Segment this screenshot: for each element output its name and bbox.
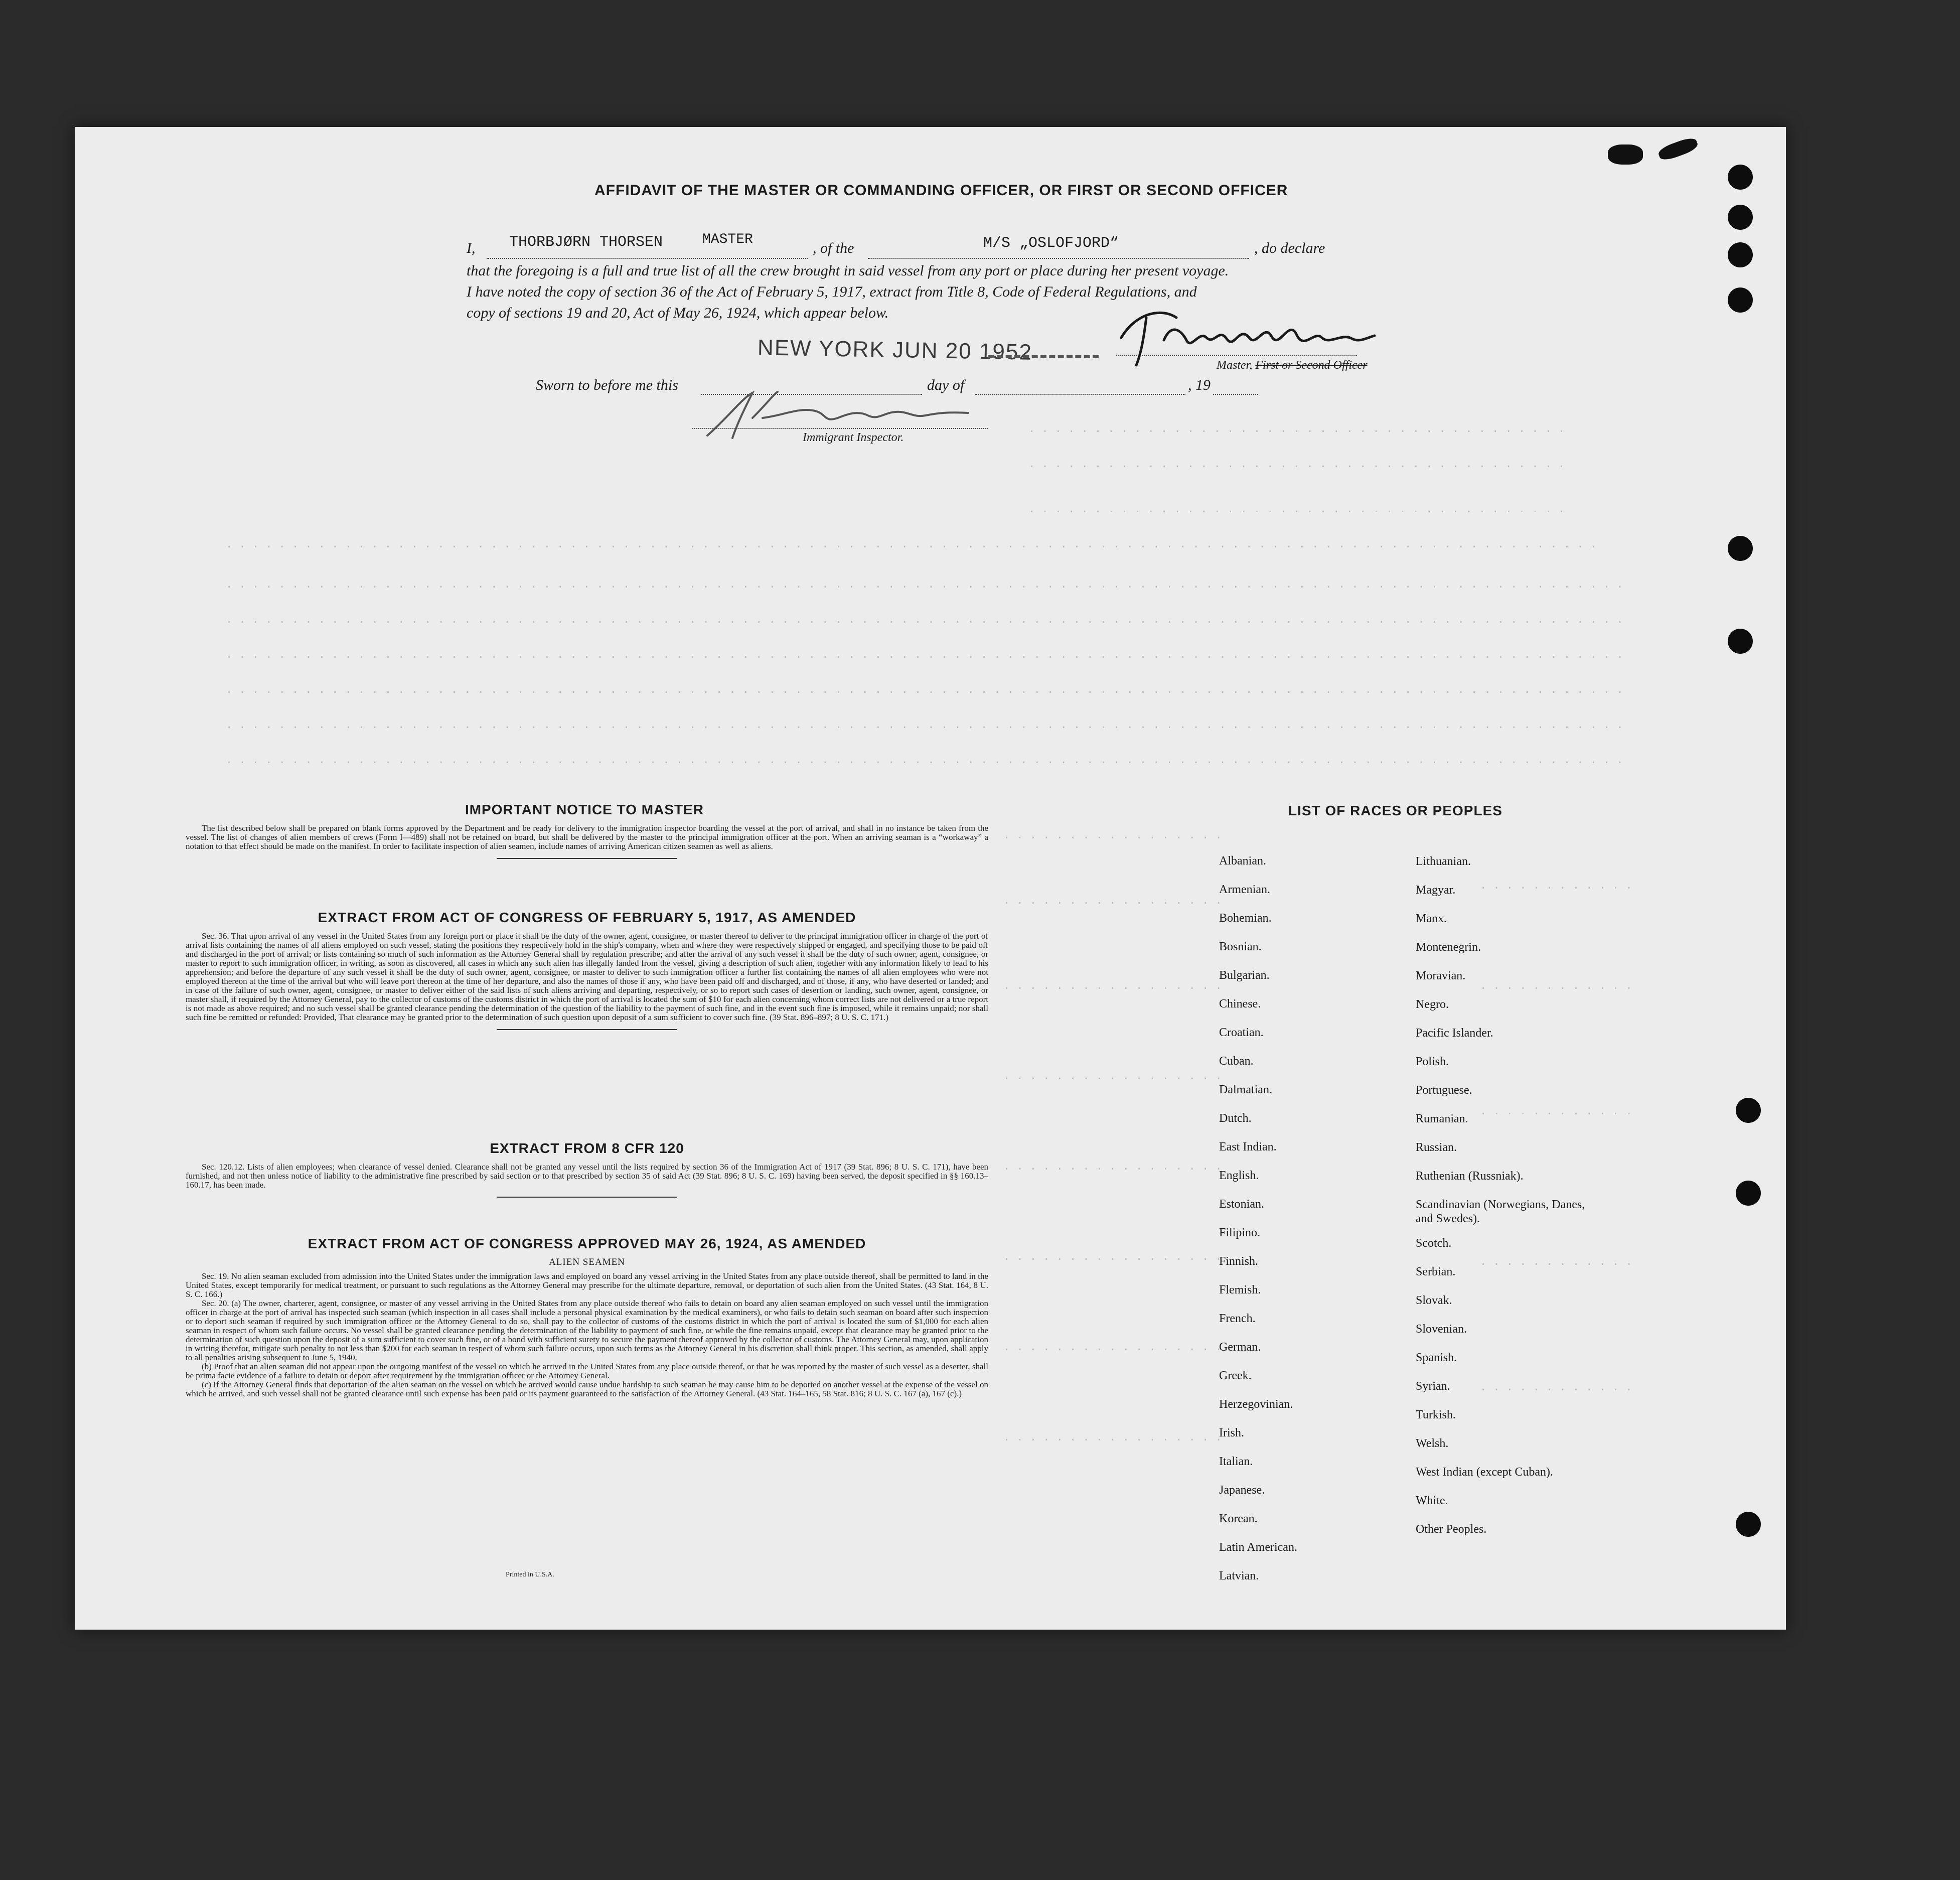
race-item: Portuguese. <box>1416 1084 1472 1097</box>
of-the-label: , of the <box>813 240 854 256</box>
vessel-name: M/S „OSLOFJORD“ <box>983 235 1119 252</box>
binder-hole <box>1728 165 1753 190</box>
race-item: Albanian. <box>1219 854 1266 867</box>
race-item: Flemish. <box>1219 1283 1261 1296</box>
race-item: Chinese. <box>1219 997 1261 1010</box>
struck-officer-label: First or Second Officer <box>1255 359 1368 372</box>
binder-hole <box>1728 242 1753 267</box>
cfr-extract <box>186 1140 988 1198</box>
race-item: Bulgarian. <box>1219 969 1270 982</box>
race-item: Syrian. <box>1416 1380 1450 1393</box>
race-item: French. <box>1219 1312 1256 1325</box>
race-item: White. <box>1416 1494 1448 1507</box>
year-label: , 19 <box>1188 377 1211 393</box>
race-item: Magyar. <box>1416 884 1456 897</box>
race-item: Latvian. <box>1219 1569 1259 1582</box>
act-1924-title: EXTRACT FROM ACT OF CONGRESS APPROVED MAY 26, 1924, AS AMENDED <box>308 1236 866 1251</box>
declare-label: , do declare <box>1254 240 1325 256</box>
day-label: day of <box>927 377 965 393</box>
race-item: Moravian. <box>1416 969 1466 982</box>
affidavit-line-3: I have noted the copy of section 36 of the Act of February 5, 1917, extract from Title 8, Code of Federal Regulations, and <box>467 283 1197 300</box>
race-item: Armenian. <box>1219 883 1270 896</box>
affidavit-line-2: that the foregoing is a full and true list of all the crew brought in said vessel from any port or place during her present voyage. <box>467 262 1229 279</box>
act-1917-title: EXTRACT FROM ACT OF CONGRESS OF FEBRUARY 5, 1917, AS AMENDED <box>318 910 856 925</box>
affidavit-line-4: copy of sections 19 and 20, Act of May 26, 1924, which appear below. <box>467 305 889 321</box>
race-item: Irish. <box>1219 1426 1244 1439</box>
race-item: Japanese. <box>1219 1484 1265 1497</box>
rank-text: MASTER <box>702 232 753 247</box>
race-item: Scotch. <box>1416 1237 1452 1250</box>
master-signature-caption <box>1217 359 1368 372</box>
race-item: Cuban. <box>1219 1055 1254 1068</box>
master-name: THORBJØRN THORSEN <box>509 234 663 251</box>
race-item: Pacific Islander. <box>1416 1027 1493 1040</box>
race-item: Turkish. <box>1416 1408 1456 1421</box>
race-item: Rumanian. <box>1416 1112 1468 1125</box>
binder-hole <box>1728 205 1753 230</box>
race-item: Slovak. <box>1416 1294 1452 1307</box>
race-item: Manx. <box>1416 912 1447 925</box>
cfr-text: Sec. 120.12. Lists of alien employees; when clearance of vessel denied. Clearance shall not be granted any vessel until the lists required by section 36 of the Immigration Act of 1917 (39 Stat. 896; 8 U. S. C. 171), have been furnished, and not then unless notice of liability to the administrative fine prescribed by said section or to that prescribed by section 35 of said Act (39 Stat. 896; 8 U. S. C. 169) having been served, the deposit specified in §§ 160.13–160.17, has been made. <box>186 1162 988 1190</box>
inspector-signature-line <box>692 428 988 429</box>
act-1924-extract <box>186 1236 988 1398</box>
race-item: Slovenian. <box>1416 1323 1467 1336</box>
notice-title: IMPORTANT NOTICE TO MASTER <box>465 802 704 817</box>
alien-seamen-subtitle: ALIEN SEAMEN <box>549 1257 625 1267</box>
stamp-smudge <box>988 355 1099 362</box>
race-item: Bohemian. <box>1219 912 1272 925</box>
race-item: Korean. <box>1219 1512 1258 1525</box>
binder-hole <box>1736 1181 1761 1206</box>
ink-speck <box>1657 135 1700 163</box>
race-item: German. <box>1219 1341 1261 1354</box>
binder-hole <box>1728 536 1753 561</box>
section-20c-text: (c) If the Attorney General finds that deportation of the alien seaman on the vessel on which he arrived would cause undue hardship to such seaman he may cause him to be deported on another vessel at the expense of the vessel on which he arrived, and such vessel shall not be granted clearance until such expense has been paid or its payment guaranteed to the satisfaction of the Attorney General. (43 Stat. 164–165, 58 Stat. 816; 8 U. S. C. 167 (a), 167 (c).) <box>186 1380 988 1398</box>
races-title: LIST OF RACES OR PEOPLES <box>1288 803 1502 818</box>
binder-hole <box>1736 1098 1761 1123</box>
race-item: Italian. <box>1219 1455 1253 1468</box>
race-item: Welsh. <box>1416 1437 1449 1450</box>
race-item: Croatian. <box>1219 1026 1264 1039</box>
affidavit-title: AFFIDAVIT OF THE MASTER OR COMMANDING OFFICER, OR FIRST OR SECOND OFFICER <box>594 182 1288 199</box>
master-label: Master, <box>1217 359 1253 372</box>
master-signature-line <box>1116 355 1357 356</box>
ink-speck <box>1608 144 1643 165</box>
binder-hole <box>1728 629 1753 654</box>
race-item: Polish. <box>1416 1055 1449 1068</box>
race-item: Finnish. <box>1219 1255 1259 1268</box>
race-item: Dutch. <box>1219 1112 1252 1125</box>
important-notice <box>186 802 988 859</box>
race-item: Bosnian. <box>1219 940 1262 953</box>
race-item: Latin American. <box>1219 1541 1297 1554</box>
race-item: Montenegrin. <box>1416 941 1481 954</box>
sworn-label: Sworn to before me this <box>536 377 678 393</box>
inspector-label: Immigrant Inspector. <box>803 431 904 444</box>
binder-hole <box>1736 1512 1761 1537</box>
race-item: Estonian. <box>1219 1198 1264 1211</box>
race-item: East Indian. <box>1219 1140 1277 1153</box>
race-item: Herzegovinian. <box>1219 1398 1293 1411</box>
race-item: Dalmatian. <box>1219 1083 1272 1096</box>
race-item: Filipino. <box>1219 1226 1261 1239</box>
race-item: West Indian (except Cuban). <box>1416 1466 1553 1479</box>
section-19-text: Sec. 19. No alien seaman excluded from admission into the United States under the immigration laws and employed on board any vessel arriving in the United States from any place outside thereof, shall be permitted to land in the United States, except temporarily for medical treatment, or pursuant to such regulations as the Attorney General may prescribe for the ultimate departure, removal, or deportation of such alien from the United States. (43 Stat. 164, 8 U. S. C. 166.) <box>186 1271 988 1299</box>
binder-hole <box>1728 287 1753 313</box>
notice-text: The list described below shall be prepared on blank forms approved by the Department and be ready for delivery to the immigration inspector boarding the vessel at the port of arrival, and shall in no instance be taken from the vessel. The list of changes of alien members of crews (Form I—489) shall not be retained on board, but shall be delivered by the master to the principal immigration officer at the port. When an arriving seaman is a “workaway” a notation to that effect should be made on the manifest. In order to facilitate inspection of alien seamen, include names of arriving American citizen seamen as well as aliens. <box>186 823 988 851</box>
race-item: Serbian. <box>1416 1265 1456 1278</box>
date-stamp: NEW YORK JUN 20 1952 <box>757 335 1033 365</box>
cfr-title: EXTRACT FROM 8 CFR 120 <box>490 1140 684 1156</box>
race-item: Lithuanian. <box>1416 855 1471 868</box>
race-item: Other Peoples. <box>1416 1523 1487 1536</box>
section-20b-text: (b) Proof that an alien seaman did not appear upon the outgoing manifest of the vessel on which he arrived in the United States from any place outside thereof, or that he was reported by the master of such vessel as a deserter, shall be prima facie evidence of a failure to detain or deport after requirement by the immigration officer or the Attorney General. <box>186 1362 988 1380</box>
document-page: . . . . . . . . . . . . . . . . . . . . . . . . . . . . . . . . . . . . . . . . . . . . . . . . . . . . . . . . . . . . . . . . . . . . . . . . . . . . . . . . . . . . . . . . . . . . . . . . . . . . . . . . . . . . . . . . . . . . . . . . . . . . . . . . . . . . . . . . . . . . . . . . . . . . . . . . . . . . . . . . . . . . . . . . . . . . . . . . . . . . . . . . . . . . . . . . . . . . . . . . . . . . . . . . . . . . . . . . . . . . . . . . . . . . . . . . . . . . . . . . . . . . . . . . . . . . . . . . . . . . . . . . . . . . . . . . . . . . . . . . . . . . . . . . . . . . . . . . . . . . . . . . . . . . . . . . . . . . . . . . . . . . . . . . . . . . . . . . . . . . . . . . . . . . . . . . . . . . . . . . . . . . . . . . . . . . . . . . . . . . . . . . . . . . . . . . . . . . . . . . . . . . . . . . . . . . . . . . . . . . . . . . . . . . . . . . . . . . . . . . . . . . . . . . . . . . . . . . . . . . . . . . . . . . . . . . . . . . . . . . . . . . . . . . . . . . . . . . . . . . . . . . . . . . . . . . . . . . . . . . . . . . . . . . . . . . . . . . . . . . . . . . . . . . . . . . . . . . . . . . . . . . . . . . . . . . . . . . . . . . . . . . . . . . . . . . . . . . . . . . . . . . . . . . . . . . . . . . . . . . . . . . . . . . . . . . . . . . . . . . . . . . . . . . . . . . . . . . . . . . . . . . . . . . . . . . . . . . . . . . . . . . . . . . . . . . . . . . . . . . . . . . . . . . . . . . . . . . . . . . . . . . . . . . . . . . . . . . . . . . . . . . . . . . . . . . . . . . . . . . . . . . . . . . . . . . . . . . . . . . . . . . . . . . . . . . . . . . . . . . . . . . . . . . . . . . . . . . . . . . . . . . . . . . . . . . . . . . . . . . . . . . . . . . . . . . . . . . . . . . . . . . . . . . . . . . . . . . . . . . . . . . . . . . . . . . . . . . . . . . . . . . . . . . . . . . . . . . . . . . . . . . . . . . . . . . . . . . . . . . . . . . . . . . . . . . . . . . . . . . . . . . . . . . . . . . . . . . . . . . . . . . . . . . . . . . . . . . . . . . . . . . . . . . . . . . . . . . . . . . . . . . . . . . . . . . . . . . . . . . . . . . . . . . . . . . . . . . . . . AFFIDAVIT OF THE MASTER OR COMMANDING OFFICER, OR FIRST OR SECOND OFFICER I, THORBJØRN THORSEN MASTER , of the M/S „OSLOFJORD“ , do declare that the foregoing is a full and true list of all the crew brought in said vessel from any port or place during her present voyage. I have noted the copy of section 36 of the Act of February 5, 1917, extract from Title 8, Code of Federal Regulations, and copy of sections 19 and 20, Act of May 26, 1924, which appear below. NEW YORK JUN 20 1952 Master, First or Second Officer Sworn to before me this day of , 19 Immigrant Inspector. IMPORTANT NOTICE TO MASTER The list described below shall be prepared on blank forms approved by the Department and be ready for delivery to the immigration inspector boarding the vessel at the port of arrival, and shall in no instance be taken from the vessel. The list of changes of alien members of crews (Form I—489) shall not be retained on board, but shall be delivered by the master to the principal immigration officer at the port. When an arriving seaman is a “workaway” a notation to that effect should be made on the manifest. In order to facilitate inspection of alien seamen, include names of arriving American citizen seamen as well as aliens. EXTRACT FROM ACT OF CONGRESS OF FEBRUARY 5, 1917, AS AMENDED Sec. 36. That upon arrival of any vessel in the United States from any foreign port or place it shall be the duty of the owner, agent, consignee, or master thereof to deliver to the principal immigration officer in charge of the port of arrival lists containing the names of all aliens employed on such vessel, stating the positions they respectively hold in the ship's company, when and where they were respectively shipped or engaged, and specifying those to be paid off and discharged in the port of arrival; or lists containing so much of such information as the Attorney General shall by regulation prescribe; and after the arrival of any such vessel it shall be the duty of such owner, agent, consignee, or master to report to such immigration officer, in writing, as soon as discovered, all cases in which any such alien has illegally landed from the vessel, giving a description of such alien, together with any information likely to lead to his apprehension; and before the departure of any such vessel it shall be the duty of such owner, agent, consignee, or master to deliver to such immigration officer a further list containing the names of all alien employees who were not employed thereon at the time of the arrival but who will leave port thereon at the time of her departure, and also the names of those if any, who have been paid off and discharged, and of those, if any, who have deserted or landed; and in case of the failure of such owner, agent, consignee, or master to deliver either of the said lists of such aliens arriving and departing, respectively, or so to report such cases of desertion or landing, such owner, agent, consignee, or master shall, if required by the Attorney General, pay to the collector of customs of the customs district in which the port of arrival is located the sum of $10 for each alien concerning whom correct lists are not delivered or a true report is not made as above required; and no such vessel shall be granted clearance pending the determination of the question of the liability to the payment of such fine, and in the event such fine is imposed, while it remains unpaid; nor shall such fine be remitted or refunded: Provided, That clearance may be granted prior to the determination of such question upon deposit of a sum sufficient to cover such fine. (39 Stat. 896–897; 8 U. S. C. 171.) EXTRACT FROM 8 CFR 120 Sec. 120.12. Lists of alien employees; when clearance of vessel denied. Clearance shall not be granted any vessel until the lists required by section 36 of the Immigration Act of 1917 (39 Stat. 896; 8 U. S. C. 171), have been furnished, and not then unless notice of liability to the administrative fine prescribed by said section or to that prescribed by section 35 of said Act (39 Stat. 896; 8 U. S. C. 169) having been served, the deposit specified in §§ 160.13–160.17, has been made. EXTRACT FROM ACT OF CONGRESS APPROVED MAY 26, 1924, AS AMENDED ALIEN SEAMEN Sec. 19. No alien seaman excluded from admission into the United States under the immigration laws and employed on board any vessel arriving in the United States from any place outside thereof, shall be permitted to land in the United States, except temporarily for medical treatment, or pursuant to such regulations as the Attorney General may prescribe for the ultimate departure, removal, or deportation of such alien from the United States. (43 Stat. 164, 8 U. S. C. 166.) Sec. 20. (a) The owner, charterer, agent, consignee, or master of any vessel arriving in the United States from any place outside thereof who fails to detain on board any alien seaman employed on such vessel until the immigration officer in charge at the port of arrival has inspected such seaman (which inspection in all cases shall include a personal physical examination by the medical examiners), or who fails to detain such seaman on board after such inspection or to deport such seaman if required by such immigration officer or the Attorney General to do so, shall pay to the collector of customs of the customs district in which the port of arrival is located the sum of $1,000 for each alien seaman in respect of whom such failure occurs. No vessel shall be granted clearance pending the determination of the liability to payment of such fine, or while the fine remains unpaid, except that clearance may be granted prior to the determination of such question upon the deposit of a sum sufficient to cover such fine, or of a bond with sufficient surety to secure the payment thereof approved by the collector of customs. The Attorney General may, upon application in writing therefor, mitigate such penalty to not less than $200 for each seaman in respect of whom such failure occurs, upon such terms as the Attorney General in his discretion shall think proper. This section, as amended, shall apply to all penalties arising subsequent to June 5, 1940. (b) Proof that an alien seaman did not appear upon the outgoing manifest of the vessel on which he arrived in the United States from any place outside thereof, or that he was reported by the master of such vessel as a deserter, shall be prima facie evidence of a failure to detain or deport after requirement by the immigration officer or the Attorney General. (c) If the Attorney General finds that deportation of the alien seaman on the vessel on which he arrived would cause undue hardship to such seaman he may cause him to be deported on another vessel at the expense of the vessel on which he arrived, and such vessel shall not be granted clearance until such expense has been paid or its payment guaranteed to the satisfaction of the Attorney General. (43 Stat. 164–165, 58 Stat. 816; 8 U. S. C. 167 (a), 167 (c).) Printed in U.S.A. LIST OF RACES OR PEOPLES Albanian. Armenian. Bohemian. Bosnian. Bulgarian. Chinese. Croatian. Cuban. Dalmatian. Dutch. East Indian. English. Estonian. Filipino. Finnish. Flemish. French. German. Greek. Herzegovinian. Irish. Italian. Japanese. Korean. Latin American. Latvian. Lithuanian. Magyar. Manx. Montenegrin. Moravian. Negro. Pacific Islander. Polish. Portuguese. Rumanian. Russian. Ruthenian (Russniak). Scandinavian (Norwegians, Danes, and Swedes). Scotch. Serbian. Slovak. Slovenian. Spanish. Syrian. Turkish. Welsh. West Indian (except Cuban). White. Other Peoples. <box>75 127 1786 1630</box>
section-20a-text: Sec. 20. (a) The owner, charterer, agent, consignee, or master of any vessel arriving in the United States from any place outside thereof who fails to detain on board any alien seaman employed on such vessel until the immigration officer in charge at the port of arrival has inspected such seaman (which inspection in all cases shall include a personal physical examination by the medical examiners), or who fails to detain such seaman on board after such inspection or to deport such seaman if required by such immigration officer or the Attorney General to do so, shall pay to the collector of customs of the customs district in which the port of arrival is located the sum of $1,000 for each alien seaman in respect of whom such failure occurs. No vessel shall be granted clearance pending the determination of the liability to payment of such fine, or while the fine remains unpaid, except that clearance may be granted prior to the determination of such question upon the deposit of a sum sufficient to cover such fine, or of a bond with sufficient surety to secure the payment thereof approved by the collector of customs. The Attorney General may, upon application in writing therefor, mitigate such penalty to not less than $200 for each seaman in respect of whom such failure occurs, upon such terms as the Attorney General in his discretion shall think proper. This section, as amended, shall apply to all penalties arising subsequent to June 5, 1940. <box>186 1298 988 1362</box>
race-item: English. <box>1219 1169 1259 1182</box>
act-1917-text: Sec. 36. That upon arrival of any vessel in the United States from any foreign port or place it shall be the duty of the owner, agent, consignee, or master thereof to deliver to the principal immigration officer in charge of the port of arrival lists containing the names of all aliens employed on such vessel, stating the positions they respectively hold in the ship's company, when and where they were respectively shipped or engaged, and specifying those to be paid off and discharged in the port of arrival; or lists containing so much of such information as the Attorney General shall by regulation prescribe; and after the arrival of any such vessel it shall be the duty of such owner, agent, consignee, or master to report to such immigration officer, in writing, as soon as discovered, all cases in which any such alien has illegally landed from the vessel, giving a description of such alien, together with any information likely to lead to his apprehension; and before the departure of any such vessel it shall be the duty of such owner, agent, consignee, or master to deliver to such immigration officer a further list containing the names of all alien employees who were not employed thereon at the time of the arrival but who will leave port thereon at the time of her departure, and also the names of those if any, who have been paid off and discharged, and of those, if any, who have deserted or landed; and in case of the failure of such owner, agent, consignee, or master to deliver either of the said lists of such aliens arriving and departing, respectively, or so to report such cases of desertion or landing, such owner, agent, consignee, or master shall, if required by the Attorney General, pay to the collector of customs of the customs district in which the port of arrival is located the sum of $10 for each alien concerning whom correct lists are not delivered or a true report is not made as above required; and no such vessel shall be granted clearance pending the determination of the question of the liability to the payment of such fine, and in the event such fine is imposed, while it remains unpaid; nor shall such fine be remitted or refunded: Provided, That clearance may be granted prior to the determination of such question upon deposit of a sum sufficient to cover such fine. (39 Stat. 896–897; 8 U. S. C. 171.) <box>186 931 988 1022</box>
master-signature <box>1116 303 1377 368</box>
printed-in-usa: Printed in U.S.A. <box>506 1571 554 1578</box>
act-1917-extract <box>186 910 988 1030</box>
race-item: Negro. <box>1416 998 1449 1011</box>
race-item: Greek. <box>1219 1369 1252 1382</box>
race-item: Ruthenian (Russniak). <box>1416 1170 1524 1183</box>
race-item: Russian. <box>1416 1141 1457 1154</box>
race-item: Spanish. <box>1416 1351 1457 1364</box>
i-label: I, <box>467 240 476 256</box>
race-item: Scandinavian (Norwegians, Danes, and Swedes). <box>1416 1198 1585 1225</box>
